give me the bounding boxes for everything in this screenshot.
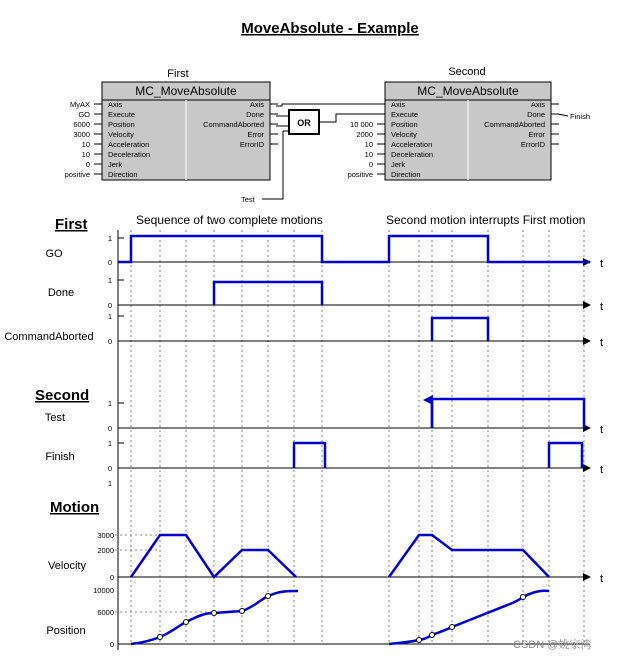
command-aborted-trace: [432, 318, 488, 341]
finish-second-trace: [549, 443, 582, 468]
position-marker: [158, 635, 163, 640]
block-second-name: MC_MoveAbsolute: [417, 84, 519, 98]
finish-output-label: Finish: [570, 112, 591, 121]
block-second-input-axis: Axis: [391, 100, 406, 109]
block-second-input-jerk: Jerk: [391, 160, 406, 169]
done-time-label: t: [600, 301, 604, 313]
motion-tick-one: 1: [107, 479, 112, 488]
section-motion: Motion: [50, 499, 100, 516]
go-tick-zero: 0: [107, 258, 112, 267]
signal-finish-label: Finish: [45, 451, 75, 463]
position-marker: [430, 633, 435, 638]
block-second-input-deceleration: Deceleration: [391, 150, 434, 159]
signal-traces: [118, 236, 590, 644]
velocity-first-trace: [131, 535, 296, 577]
block-first-input-velocity: Velocity: [108, 130, 134, 139]
block-second-input-direction: Direction: [391, 170, 421, 179]
block-first-input-deceleration: Deceleration: [108, 150, 151, 159]
block-second-output-commandaborted: CommandAborted: [484, 120, 545, 129]
block-second-output-axis: Axis: [530, 100, 545, 109]
signal-velocity-label: Velocity: [48, 560, 86, 572]
test-trace: [432, 399, 584, 428]
diagram-title: MoveAbsolute - Example: [241, 20, 419, 37]
position-marker: [450, 625, 455, 630]
test-tick-zero: 0: [107, 424, 112, 433]
timing-guides: [115, 230, 584, 645]
position-first-trace: [131, 591, 298, 644]
block-second-caption: Second: [448, 66, 486, 78]
finish-tick-one: 1: [107, 439, 112, 448]
block-second-input-execute: Execute: [391, 110, 419, 119]
position-marker: [266, 594, 271, 599]
or-gate: [289, 110, 319, 134]
test-time-label: t: [600, 424, 604, 436]
block-second-input-velocity: Velocity: [391, 130, 417, 139]
block-first-output-error: Error: [247, 130, 264, 139]
block-first-input-value: 6000: [73, 120, 90, 129]
block-first-input-value: positive: [64, 170, 90, 179]
position-marker: [417, 638, 422, 643]
done-tick-zero: 0: [107, 301, 112, 310]
block-first-input-axis: Axis: [108, 100, 123, 109]
velocity-tick-3000: 3000: [97, 531, 114, 540]
finish-tick-zero: 0: [107, 464, 112, 473]
position-marker: [212, 611, 217, 616]
or-wiring: [262, 104, 379, 199]
block-second-input-position: Position: [391, 120, 418, 129]
block-first-name: MC_MoveAbsolute: [135, 84, 237, 98]
block-second-output-error: Error: [528, 130, 545, 139]
block-first-input-acceleration: Acceleration: [108, 140, 150, 149]
section-first: First: [55, 216, 88, 233]
signal-position-label: Position: [46, 625, 86, 637]
finish-wire: [558, 114, 568, 116]
timing-axis-labels: [93, 234, 603, 649]
position-marker: [521, 595, 526, 600]
position-marker: [184, 620, 189, 625]
position-markers: [158, 594, 526, 643]
velocity-tick-zero: 0: [109, 573, 114, 582]
position-marker: [240, 609, 245, 614]
velocity-second-trace: [389, 535, 549, 577]
block-first-input-direction: Direction: [108, 170, 138, 179]
go-trace: [118, 236, 590, 262]
block-first: [65, 82, 278, 180]
block-first-input-position: Position: [108, 120, 135, 129]
block-second: [348, 82, 559, 180]
position-tick-zero: 0: [109, 640, 114, 649]
section-second: Second: [35, 387, 90, 404]
position-tick-10000: 10000: [93, 586, 114, 595]
go-tick-one: 1: [107, 234, 112, 243]
annotation-right: Second motion interrupts First motion: [386, 213, 586, 227]
block-second-output-done: Done: [527, 110, 545, 119]
block-first-input-jerk: Jerk: [108, 160, 123, 169]
block-first-output-commandaborted: CommandAborted: [203, 120, 264, 129]
command-aborted-tick-zero: 0: [107, 337, 112, 346]
test-tick-one: 1: [107, 399, 112, 408]
block-second-input-value: 0: [368, 160, 373, 169]
block-second-input-value: positive: [347, 170, 373, 179]
block-first-input-execute: Execute: [108, 110, 136, 119]
signal-go-label: GO: [45, 248, 63, 260]
block-first-input-value: 10: [81, 140, 90, 149]
position-tick-6000: 6000: [97, 608, 114, 617]
block-second-input-value: 2000: [356, 130, 373, 139]
command-aborted-tick-one: 1: [107, 312, 112, 321]
block-first-output-errorid: ErrorID: [239, 140, 264, 149]
signal-done-label: Done: [47, 287, 75, 299]
watermark: CSDN @姚家湾: [513, 639, 592, 651]
block-second-input-value: 10: [364, 150, 373, 159]
block-second-input-value: 10 000: [350, 120, 373, 129]
annotation-left: Sequence of two complete motions: [136, 213, 323, 227]
block-second-input-value: 10: [364, 140, 373, 149]
command-aborted-time-label: t: [600, 337, 604, 349]
block-first-input-value: GO: [78, 110, 90, 119]
block-first-output-done: Done: [246, 110, 264, 119]
go-time-label: t: [600, 258, 604, 270]
done-tick-one: 1: [107, 276, 112, 285]
velocity-time-label: t: [600, 573, 604, 585]
block-first-input-value: MyAX: [69, 100, 90, 109]
signal-command-aborted-label: CommandAborted: [4, 331, 94, 343]
velocity-tick-2000: 2000: [97, 546, 114, 555]
block-first-input-value: 10: [81, 150, 90, 159]
block-first-output-axis: Axis: [249, 100, 264, 109]
block-second-output-errorid: ErrorID: [520, 140, 545, 149]
or-gate-label: OR: [297, 118, 311, 128]
block-second-input-acceleration: Acceleration: [391, 140, 433, 149]
block-first-input-value: 3000: [73, 130, 90, 139]
finish-first-trace: [294, 443, 325, 468]
finish-time-label: t: [600, 464, 604, 476]
timing-axes: [118, 230, 590, 650]
block-first-caption: First: [167, 68, 189, 80]
signal-test-label: Test: [44, 412, 66, 424]
test-input-label: Test: [241, 195, 255, 204]
block-first-input-value: 0: [85, 160, 90, 169]
